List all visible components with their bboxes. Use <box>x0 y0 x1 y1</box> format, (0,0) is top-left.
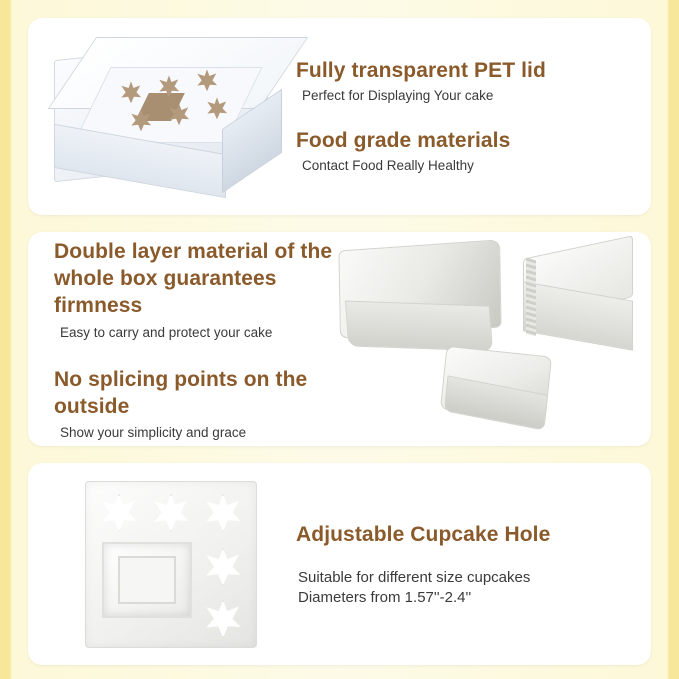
feature-panel-cupcake-hole <box>28 463 651 665</box>
feature-heading-pet-lid: Fully transparent PET lid <box>296 59 546 83</box>
three-box-views-icon <box>333 239 633 439</box>
feature-panel-double-layer <box>28 232 651 447</box>
open-cake-box-with-transparent-lid-icon <box>46 31 296 201</box>
feature-text-cupcake-hole <box>296 523 633 606</box>
product-image-box-views <box>333 239 633 439</box>
feature-heading-cupcake-hole: Adjustable Cupcake Hole <box>296 522 551 546</box>
feature-text-double-layer <box>46 238 333 440</box>
feature-sub-pet-lid: Perfect for Displaying Your cake <box>302 88 494 104</box>
feature-sub-cupcake-diameters: Diameters from 1.57''-2.4'' <box>298 588 472 606</box>
cupcake-insert-tray-icon <box>85 481 257 648</box>
feature-heading-double-layer: Double layer material of the whole box guarantees firmness <box>54 239 333 318</box>
feature-heading-no-splicing: No splicing points on the outside <box>54 367 308 418</box>
feature-sub-food-grade: Contact Food Really Healthy <box>302 158 474 174</box>
product-image-insert-tray <box>46 481 296 648</box>
feature-sub-cupcake-sizes: Suitable for different size cupcakes <box>298 568 531 586</box>
product-image-open-box <box>46 31 296 201</box>
feature-heading-food-grade: Food grade materials <box>296 129 511 153</box>
feature-sub-no-splicing: Show your simplicity and grace <box>60 425 247 441</box>
feature-panel-pet-lid <box>28 18 651 215</box>
feature-sub-double-layer: Easy to carry and protect your cake <box>60 324 273 340</box>
feature-text-pet-lid <box>296 59 633 173</box>
